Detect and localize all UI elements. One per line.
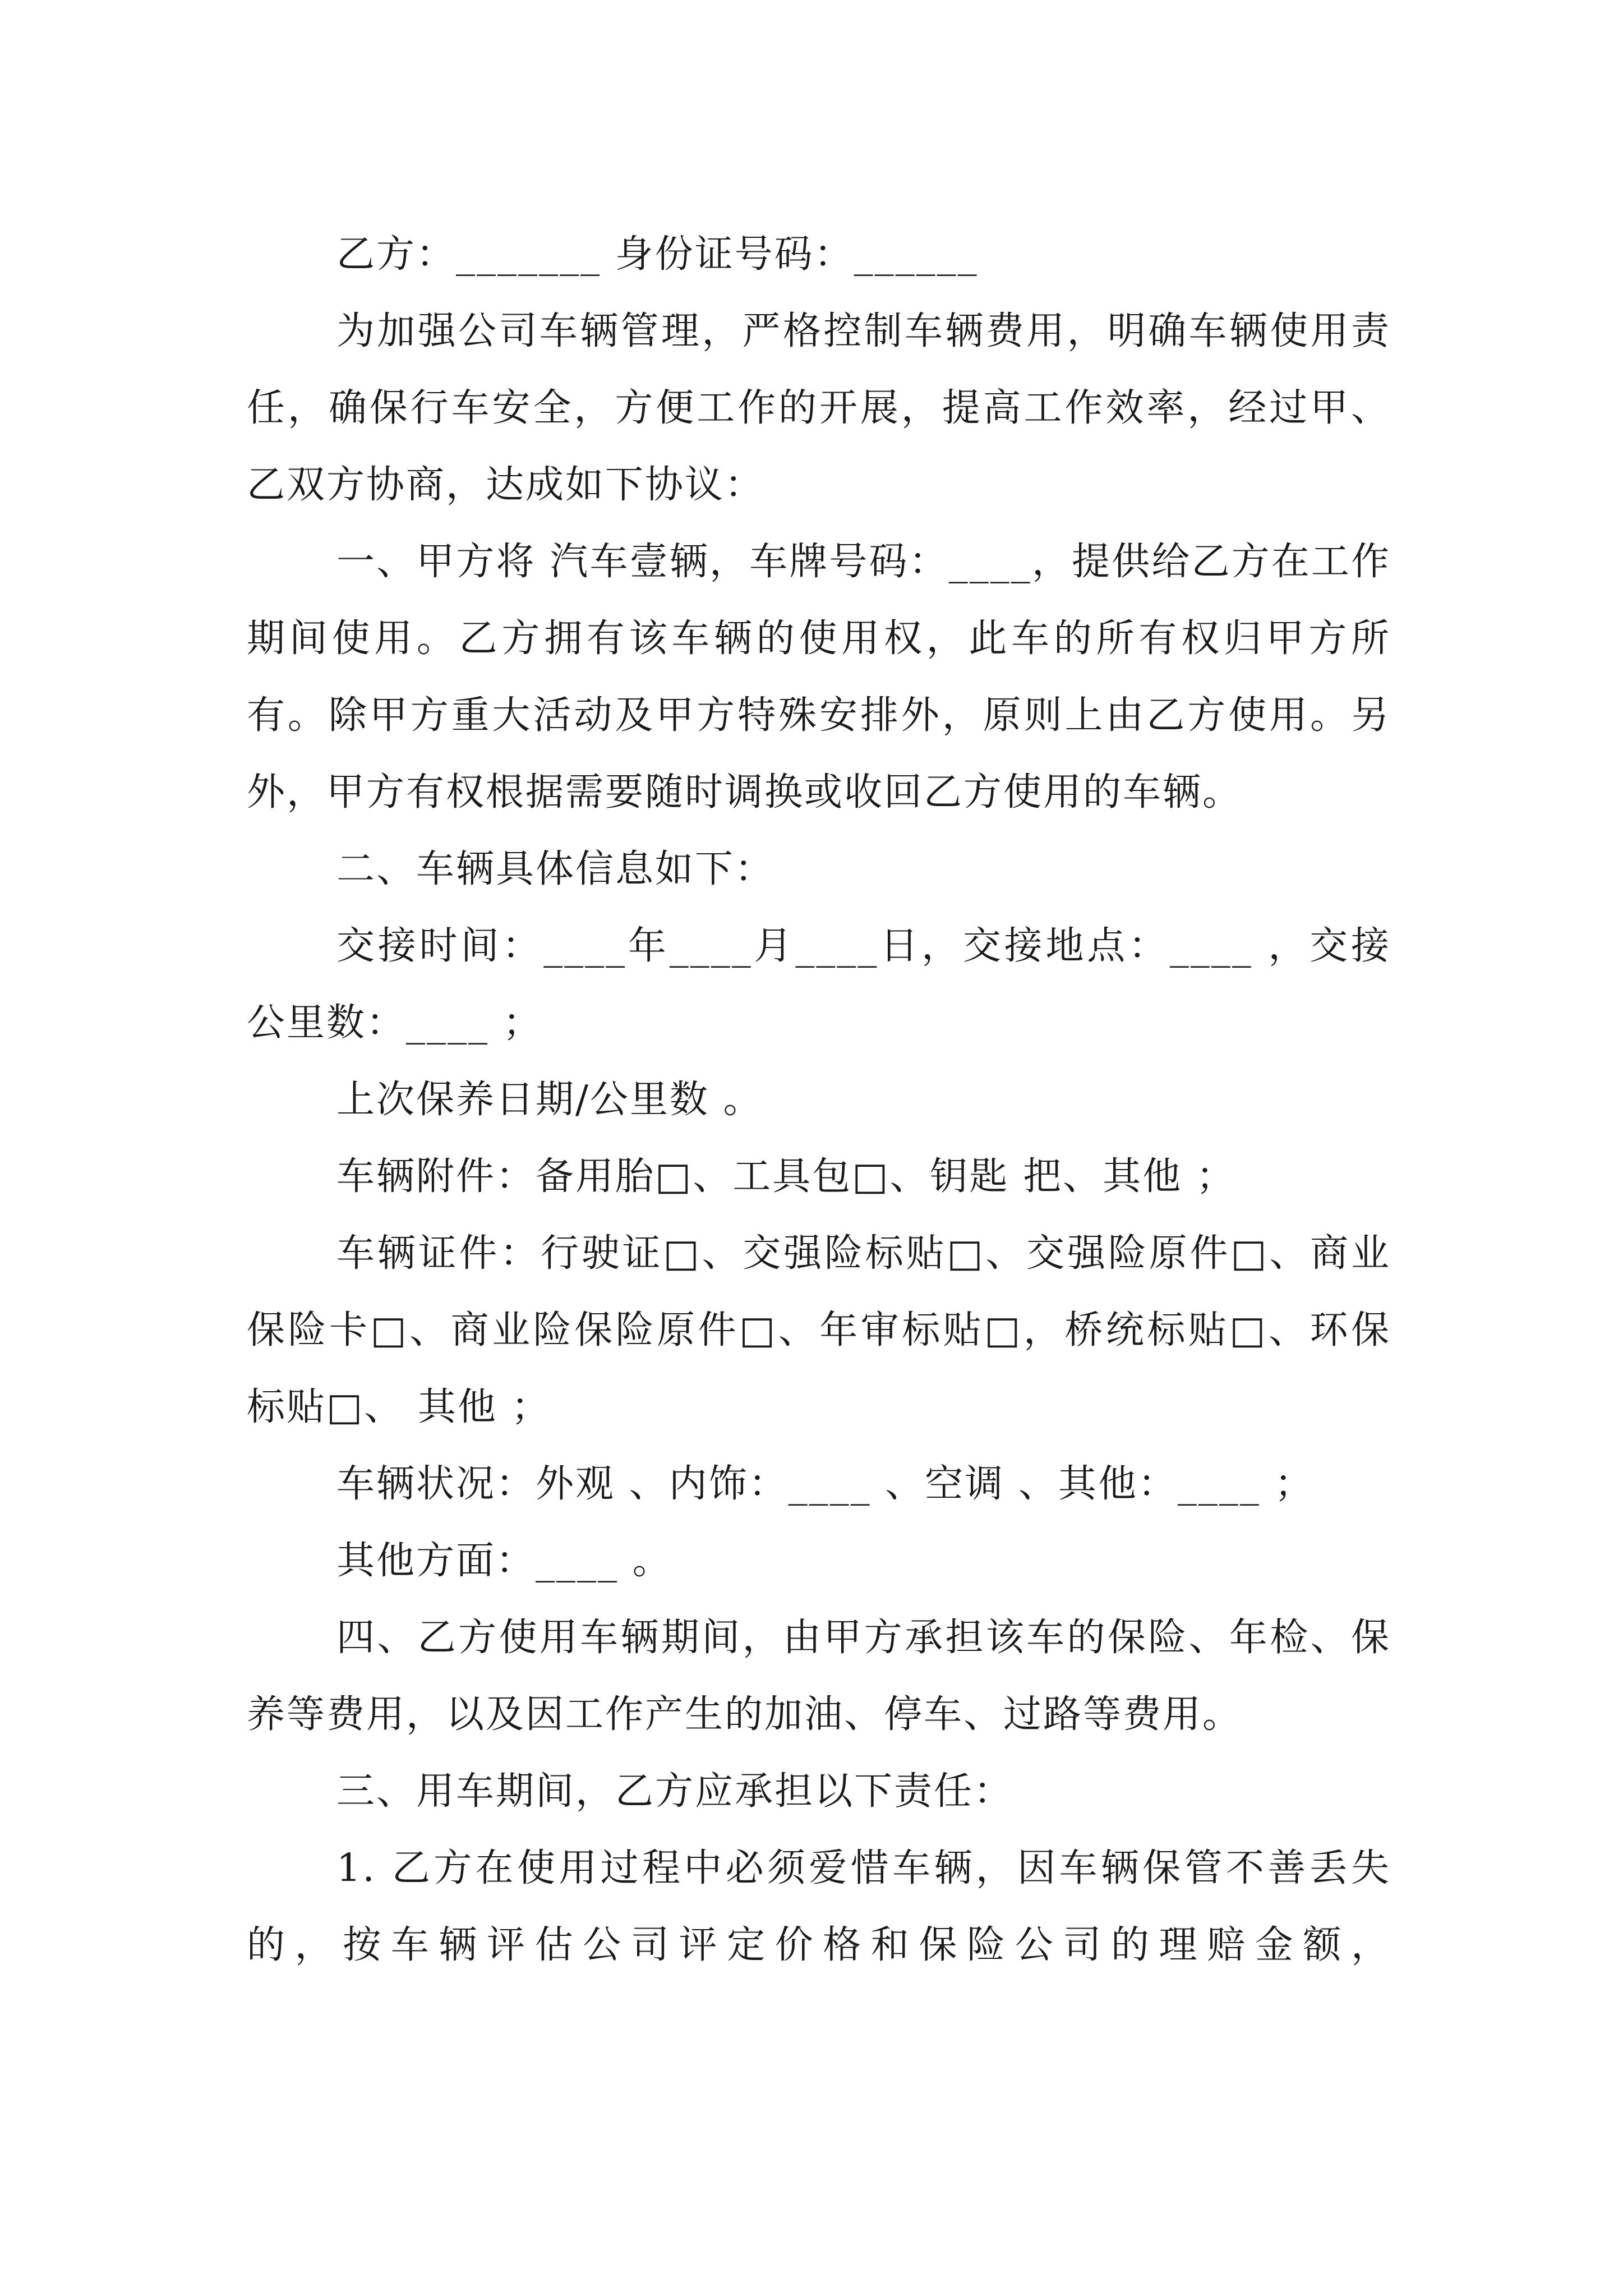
last-maintenance-line: 上次保养日期/公里数 。 [336, 1078, 763, 1122]
document-body [247, 216, 1391, 1984]
vehicle-documents-line: 车辆证件：行驶证□、交强险标贴□、交强险原件□、商业保险卡□、商业险保险原件□、年审标贴□，桥统标贴□、环保标贴□、 其他 ； [247, 1231, 1391, 1429]
vehicle-condition-line: 车辆状况：外观 、内饰：____ 、空调 、其他：____ ； [336, 1462, 1315, 1506]
clause-four-paragraph: 四、乙方使用车辆期间，由甲方承担该车的保险、年检、保养等费用，以及因工作产生的加油、停车、过路等费用。 [247, 1616, 1391, 1737]
preamble-paragraph: 为加强公司车辆管理，严格控制车辆费用，明确车辆使用责任，确保行车安全，方便工作的开展，提高工作效率，经过甲、乙双方协商，达成如下协议： [247, 309, 1391, 507]
handover-info-line: 交接时间：____年____月____日，交接地点：____ ，交接公里数：____ ； [247, 924, 1391, 1045]
other-aspects-line: 其他方面：____ 。 [336, 1539, 672, 1583]
clause-two-heading: 二、车辆具体信息如下： [336, 847, 775, 891]
vehicle-accessories-line: 车辆附件：备用胎□、工具包□、钥匙 把、其他 ； [336, 1154, 1236, 1199]
responsibility-item-1: 1. 乙方在使用过程中必须爱惜车辆，因车辆保管不善丢失的，按车辆评估公司评定价格和保险公司的理赔金额， [247, 1846, 1391, 1967]
clause-three-heading: 三、用车期间，乙方应承担以下责任： [336, 1769, 1014, 1814]
party-b-line: 乙方：_______ 身份证号码：______ [336, 232, 979, 277]
clause-one-paragraph: 一、甲方将 汽车壹辆，车牌号码：____，提供给乙方在工作期间使用。乙方拥有该车辆的使用权，此车的所有权归甲方所有。除甲方重大活动及甲方特殊安排外，原则上由乙方使用。另外，甲方有权根据需要随时调换或收回乙方使用的车辆。 [247, 540, 1391, 815]
